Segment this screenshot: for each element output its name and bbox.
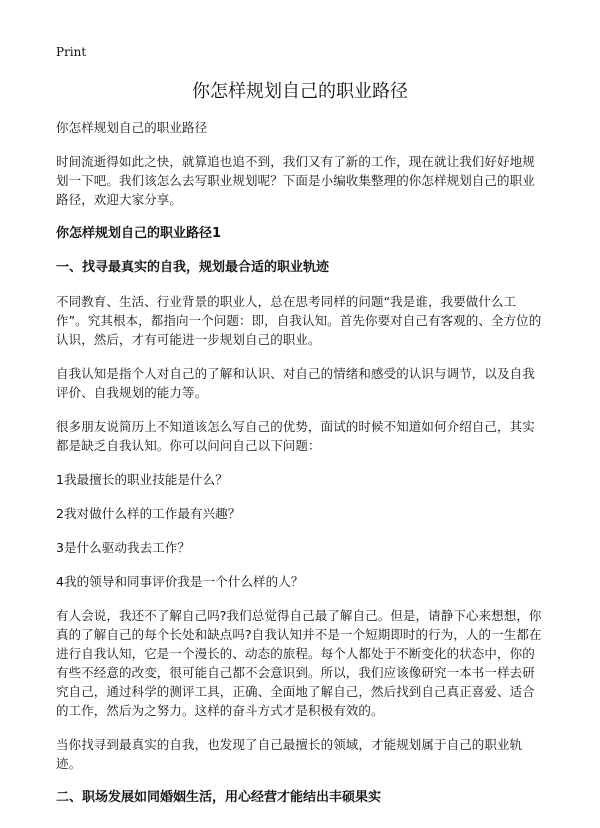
intro-paragraph: 时间流逝得如此之快，就算追也追不到，我们又有了新的工作，现在就让我们好好地规划一下吧。我们该怎么去写职业规划呢？下面是小编收集整理的你怎样规划自己的职业路径，欢迎大家分享。 [56,154,535,207]
page-title: 你怎样规划自己的职业路径 [192,81,408,102]
paragraph-3: 很多朋友说简历上不知道该怎么写自己的优势，面试的时候不知道如何介绍自己，其实都是缺乏自我认知。你可以问问自己以下问题： [56,419,535,453]
question-2: 2我对做什么样的工作最有兴趣？ [56,506,241,521]
print-label[interactable]: Print [56,45,87,59]
article-body [56,118,546,822]
heading-2: 二、职场发展如同婚姻生活，用心经营才能结出丰硕果实 [56,790,382,805]
paragraph-1: 不同教育、生活、行业背景的职业人，总在思考同样的问题“我是谁，我要做什么工作”。究其根本，都指向一个问题：即，自我认知。首先你要对自己有客观的、全方位的认识，然后，才有可能进一步规划自己的职业。 [56,294,542,347]
section-title: 你怎样规划自己的职业路径1 [56,226,222,241]
paragraph-5: 当你找寻到最真实的自我，也发现了自己最擅长的领域，才能规划属于自己的职业轨迹。 [56,737,523,771]
paragraph-4: 有人会说，我还不了解自己吗?我们总觉得自己最了解自己。但是，请静下心来想想，你真的了解自己的每个长处和缺点吗?自我认知并不是一个短期即时的行为，人的一生都在进行自我认知，它是一个漫长的、动态的旅程。每个人都处于不断变化的状态中，你的有些不经意的改变，很可能自己都不会意识到。所以，我们应该像研究一本书一样去研究自己，通过科学的测评工具，正确、全面地了解自己，然后找到自己真正喜爱、适合的工作，然后为之努力。这样的奋斗方式才是积极有效的。 [56,608,542,718]
question-1: 1我最擅长的职业技能是什么？ [56,472,228,487]
heading-1: 一、找寻最真实的自我，规划最合适的职业轨迹 [56,260,330,275]
question-4: 4我的领导和同事评价我是一个什么样的人？ [56,574,304,589]
question-3: 3是什么驱动我去工作？ [56,540,191,555]
article-subtitle: 你怎样规划自己的职业路径 [56,120,208,135]
paragraph-2: 自我认知是指个人对自己的了解和认识、对自己的情绪和感受的认识与调节，以及自我评价、自我规划的能力等。 [56,366,535,400]
